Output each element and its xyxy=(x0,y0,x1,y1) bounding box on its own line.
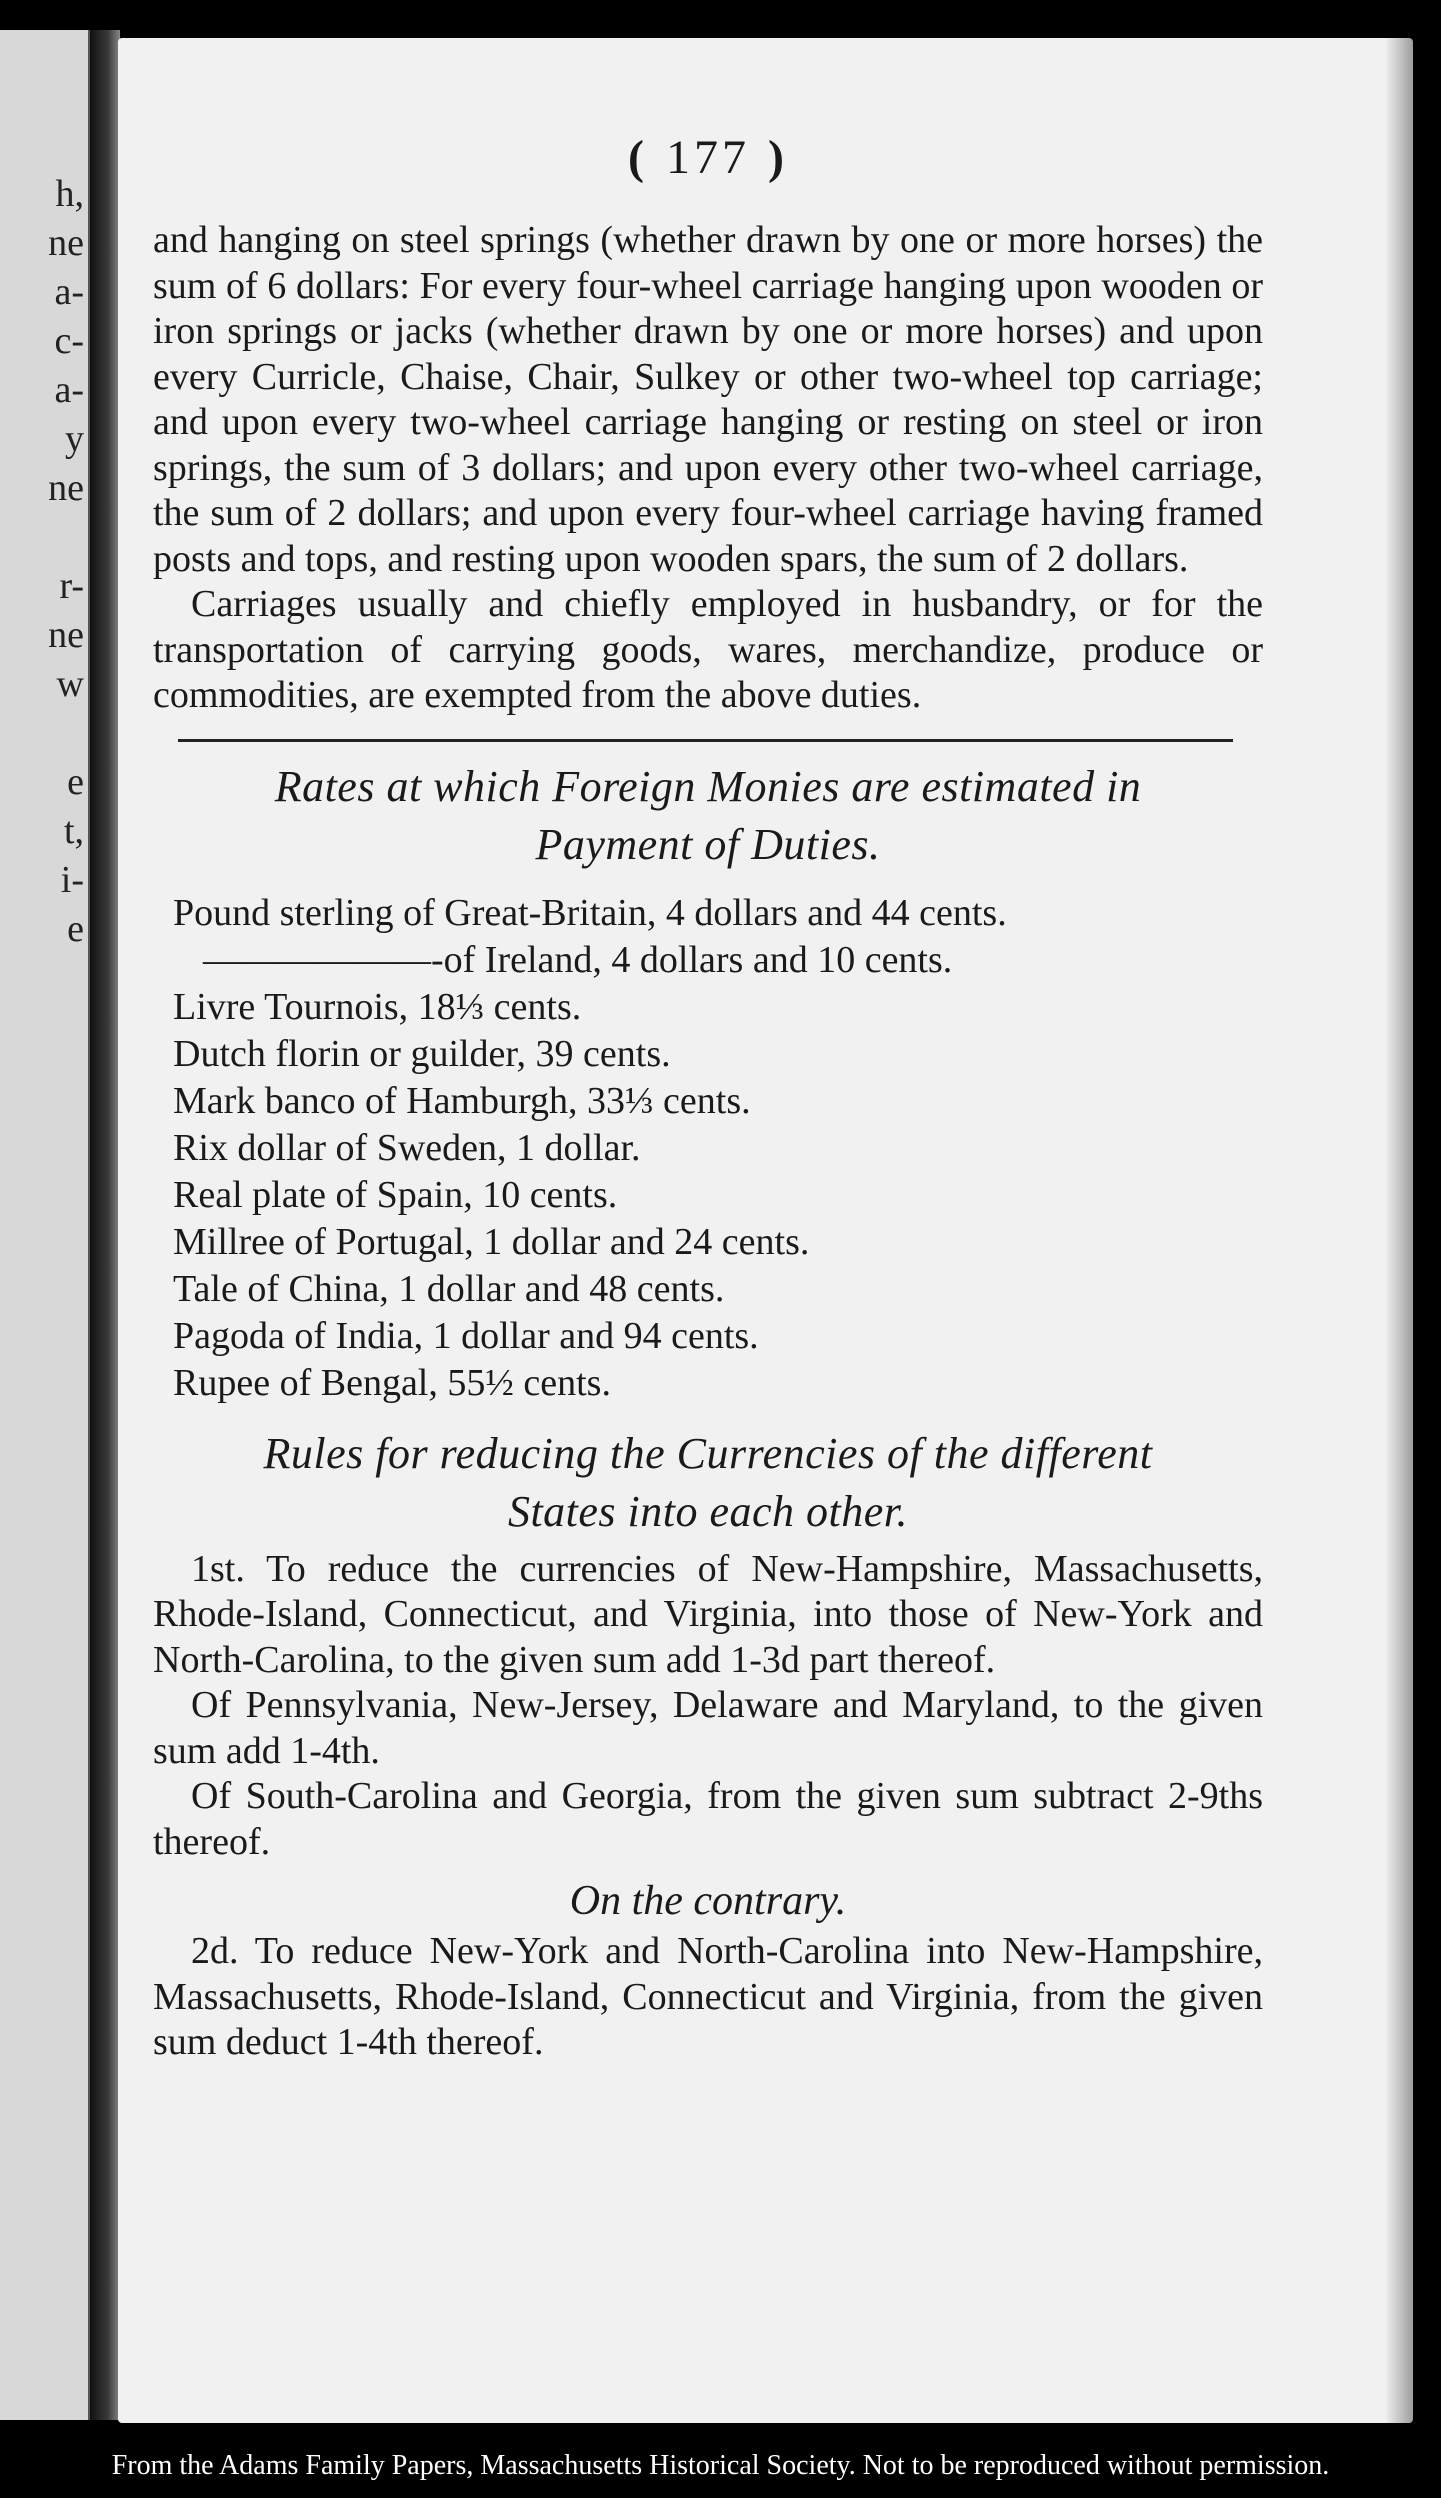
fragment: ne xyxy=(48,222,84,264)
list-item: Dutch florin or guilder, 39 cents. xyxy=(173,1032,671,1075)
rules-heading-line-1: Rules for reducing the Currencies of the different xyxy=(263,1428,1153,1478)
section-divider xyxy=(178,739,1233,742)
foreign-monies-list xyxy=(153,890,1263,1407)
rates-heading-line-1: Rates at which Foreign Monies are estimated in xyxy=(274,761,1142,811)
book-gutter xyxy=(90,30,120,2420)
contrary-heading: On the contrary. xyxy=(569,1878,847,1924)
fragment: e xyxy=(67,908,84,950)
facing-page xyxy=(0,30,90,2420)
list-item: Pound sterling of Great-Britain, 4 dollars and 44 cents. xyxy=(173,891,1007,934)
list-item: Livre Tournois, 18⅓ cents. xyxy=(173,985,582,1028)
list-item: Rix dollar of Sweden, 1 dollar. xyxy=(173,1126,641,1169)
rules-heading-line-2: States into each other. xyxy=(507,1486,909,1536)
page-number: ( 177 ) xyxy=(628,131,788,184)
rule-first: 1st. To reduce the currencies of New-Hampshire, Massachusetts, Rhode-Island, Connecticut, and Virginia, into those of New-York and North-Carolina, to the given sum add 1-3d part thereof. xyxy=(153,1547,1263,1681)
rule-pennsylvania: Of Pennsylvania, New-Jersey, Delaware and Maryland, to the given sum add 1-4th. xyxy=(153,1684,1263,1772)
fragment: a- xyxy=(54,271,84,313)
carriage-exemptions-paragraph: Carriages usually and chiefly employed in husbandry, or for the transportation of carrying goods, wares, merchandize, produce or commodities, are exempted from the above duties. xyxy=(153,583,1263,716)
fragment xyxy=(24,513,84,562)
rule-second: 2d. To reduce New-York and North-Carolina into New-Hampshire, Massachusetts, Rhode-Island, Connecticut and Virginia, from the given sum deduct 1-4th thereof. xyxy=(153,1930,1263,2063)
fragment: i- xyxy=(60,859,84,901)
fragment: w xyxy=(56,663,84,705)
fragment: h, xyxy=(55,173,84,215)
fragment: t, xyxy=(63,810,84,852)
page-edge-shadow xyxy=(1385,38,1413,2423)
list-item: Rupee of Bengal, 55½ cents. xyxy=(173,1361,611,1404)
archive-caption: From the Adams Family Papers, Massachusetts Historical Society. Not to be reproduced without permission. xyxy=(111,2450,1330,2481)
facing-page-fragments xyxy=(24,170,84,954)
list-item: Mark banco of Hamburgh, 33⅓ cents. xyxy=(173,1079,751,1122)
fragment: r- xyxy=(59,565,84,607)
fragment: c- xyxy=(54,320,84,362)
fragment: e xyxy=(67,761,84,803)
page-number-value: 177 xyxy=(666,131,750,184)
carriage-duties-paragraph: and hanging on steel springs (whether drawn by one or more horses) the sum of 6 dollars: For every four-wheel carriage hanging upon wooden or iron springs or jacks (whether drawn by one or more horses) and upon every Curricle, Chaise, Chair, Sulkey or other two-wheel top carriage; and upon every two-wheel carriage hanging or resting on steel or iron springs, the sum of 3 dollars; and upon every other two-wheel carriage, the sum of 2 dollars; and upon every four-wheel carriage having framed posts and tops, and resting upon wooden spars, the sum of 2 dollars. xyxy=(153,219,1263,580)
fragment: ne xyxy=(48,614,84,656)
rates-heading-line-2: Payment of Duties. xyxy=(535,819,881,869)
fragment: y xyxy=(65,418,84,460)
list-item: Tale of China, 1 dollar and 48 cents. xyxy=(173,1267,725,1310)
page-content xyxy=(153,218,1263,2066)
list-item: ——————-of Ireland, 4 dollars and 10 cents. xyxy=(203,938,953,981)
book-page xyxy=(118,38,1413,2423)
fragment: ne xyxy=(48,467,84,509)
fragment: a- xyxy=(54,369,84,411)
fragment xyxy=(24,709,84,758)
list-item: Real plate of Spain, 10 cents. xyxy=(173,1173,618,1216)
list-item: Millree of Portugal, 1 dollar and 24 cents. xyxy=(173,1220,810,1263)
rule-south-carolina: Of South-Carolina and Georgia, from the given sum subtract 2-9ths thereof. xyxy=(153,1775,1263,1863)
list-item: Pagoda of India, 1 dollar and 94 cents. xyxy=(173,1314,759,1357)
